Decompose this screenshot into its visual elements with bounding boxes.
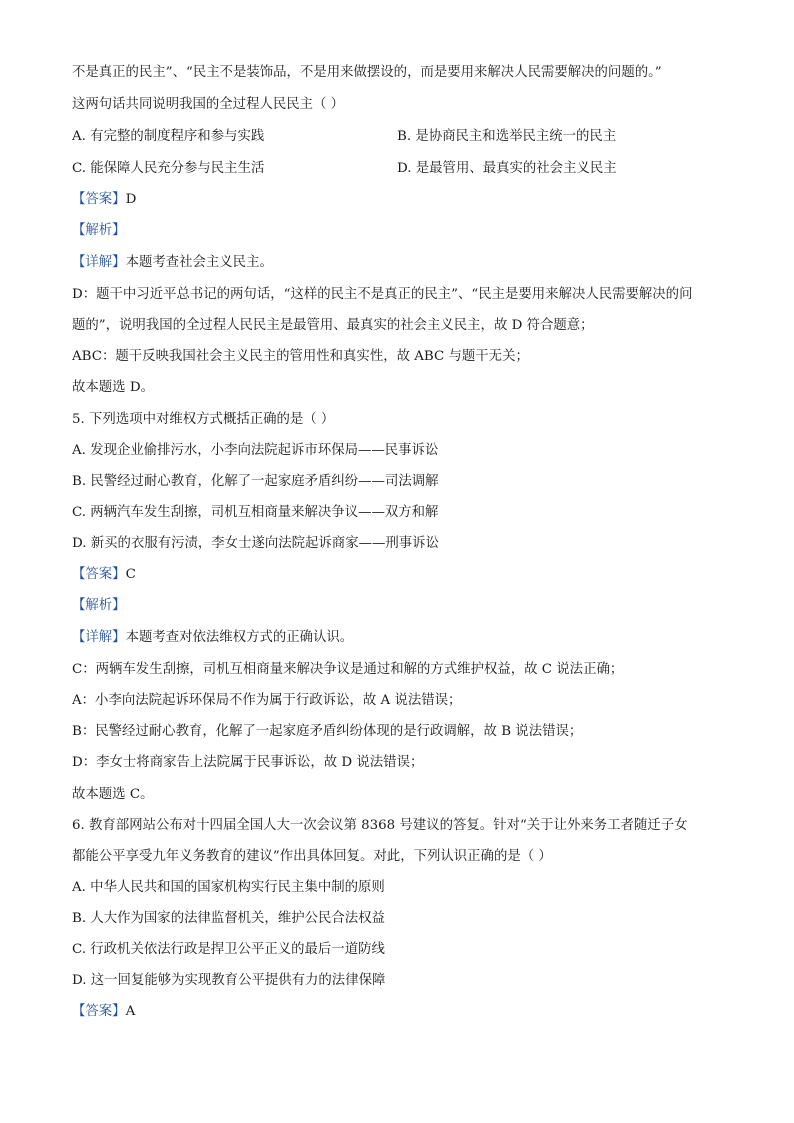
q5-option-c: C. 两辆汽车发生刮擦，司机互相商量来解决争议——双方和解 <box>72 505 439 520</box>
q6-stem-line1: 6. 教育部网站公布对十四届全国人大一次会议第 8368 号建议的答复。针对“关于让外来务工者随迁子女 <box>72 818 688 833</box>
q5-option-d: D. 新买的衣服有污渍，李女士遂向法院起诉商家——刑事诉讼 <box>72 536 439 551</box>
answer-value: A <box>125 1004 136 1019</box>
q4-answer <box>72 191 752 209</box>
detail-text: 本题考查对依法维权方式的正确认识。 <box>125 630 354 645</box>
q4-explanation-abc: ABC：题干反映我国社会主义民主的管用性和真实性，故 ABC 与题干无关； <box>72 349 529 364</box>
q4-option-a: A. 有完整的制度程序和参与实践 <box>72 129 265 144</box>
detail-text: 本题考查社会主义民主。 <box>125 255 273 270</box>
q5-option-a: A. 发现企业偷排污水，小李向法院起诉市环保局——民事诉讼 <box>72 443 439 458</box>
detail-tag: 【详解】 <box>72 255 126 270</box>
answer-value: D <box>125 192 137 207</box>
q5-explanation-c: C：两辆车发生刮擦，司机互相商量来解决争议是通过和解的方式维护权益，故 C 说法正确； <box>72 662 624 677</box>
q6-option-a: A. 中华人民共和国的国家机构实行民主集中制的原则 <box>72 880 385 895</box>
q5-option-b: B. 民警经过耐心教育，化解了一起家庭矛盾纠纷——司法调解 <box>72 474 439 489</box>
q5-analysis-tag: 【解析】 <box>72 598 126 613</box>
q5-explanation-d: D：李女士将商家告上法院属于民事诉讼，故 D 说法错误； <box>72 755 424 770</box>
q4-analysis-tag: 【解析】 <box>72 223 126 238</box>
q4-explanation-line1: D：题干中习近平总书记的两句话，“这样的民主不是真正的民主”、“民主是要用来解决人民需要解决的问 <box>72 287 693 302</box>
q5-conclusion: 故本题选 C。 <box>72 787 154 802</box>
q4-option-b: B. 是协商民主和选举民主统一的民主 <box>397 129 617 144</box>
q4-stem-line2: 这两句话共同说明我国的全过程人民民主（ ） <box>72 97 345 112</box>
q5-stem: 5. 下列选项中对维权方式概括正确的是（ ） <box>72 412 335 427</box>
answer-tag: 【答案】 <box>72 1004 126 1019</box>
q4-conclusion: 故本题选 D。 <box>72 380 154 395</box>
detail-tag: 【详解】 <box>72 630 126 645</box>
q4-stem-line1: 不是真正的民主”、“民主不是装饰品，不是用来做摆设的，而是要用来解决人民需要解决的问题的。” <box>72 65 662 80</box>
q4-detail <box>72 254 752 272</box>
answer-value: C <box>125 567 136 582</box>
answer-tag: 【答案】 <box>72 192 126 207</box>
q5-answer <box>72 566 752 584</box>
q4-explanation-line2: 题的”，说明我国的全过程人民民主是最管用、最真实的社会主义民主，故 D 符合题意； <box>72 318 594 333</box>
q4-option-c: C. 能保障人民充分参与民主生活 <box>72 161 265 176</box>
q6-answer <box>72 1003 752 1021</box>
q5-explanation-b: B：民警经过耐心教育，化解了一起家庭矛盾纠纷体现的是行政调解，故 B 说法错误； <box>72 724 583 739</box>
q6-stem-line2: 都能公平享受九年义务教育的建议”作出具体回复。对此，下列认识正确的是（ ） <box>72 849 552 864</box>
answer-tag: 【答案】 <box>72 567 126 582</box>
q5-explanation-a: A：小李向法院起诉环保局不作为属于行政诉讼，故 A 说法错误； <box>72 693 462 708</box>
q6-option-d: D. 这一回复能够为实现教育公平提供有力的法律保障 <box>72 973 386 988</box>
q5-detail <box>72 629 752 647</box>
q6-option-b: B. 人大作为国家的法律监督机关，维护公民合法权益 <box>72 911 385 926</box>
q6-option-c: C. 行政机关依法行政是捍卫公平正义的最后一道防线 <box>72 942 385 957</box>
q4-option-d: D. 是最管用、最真实的社会主义民主 <box>397 161 617 176</box>
